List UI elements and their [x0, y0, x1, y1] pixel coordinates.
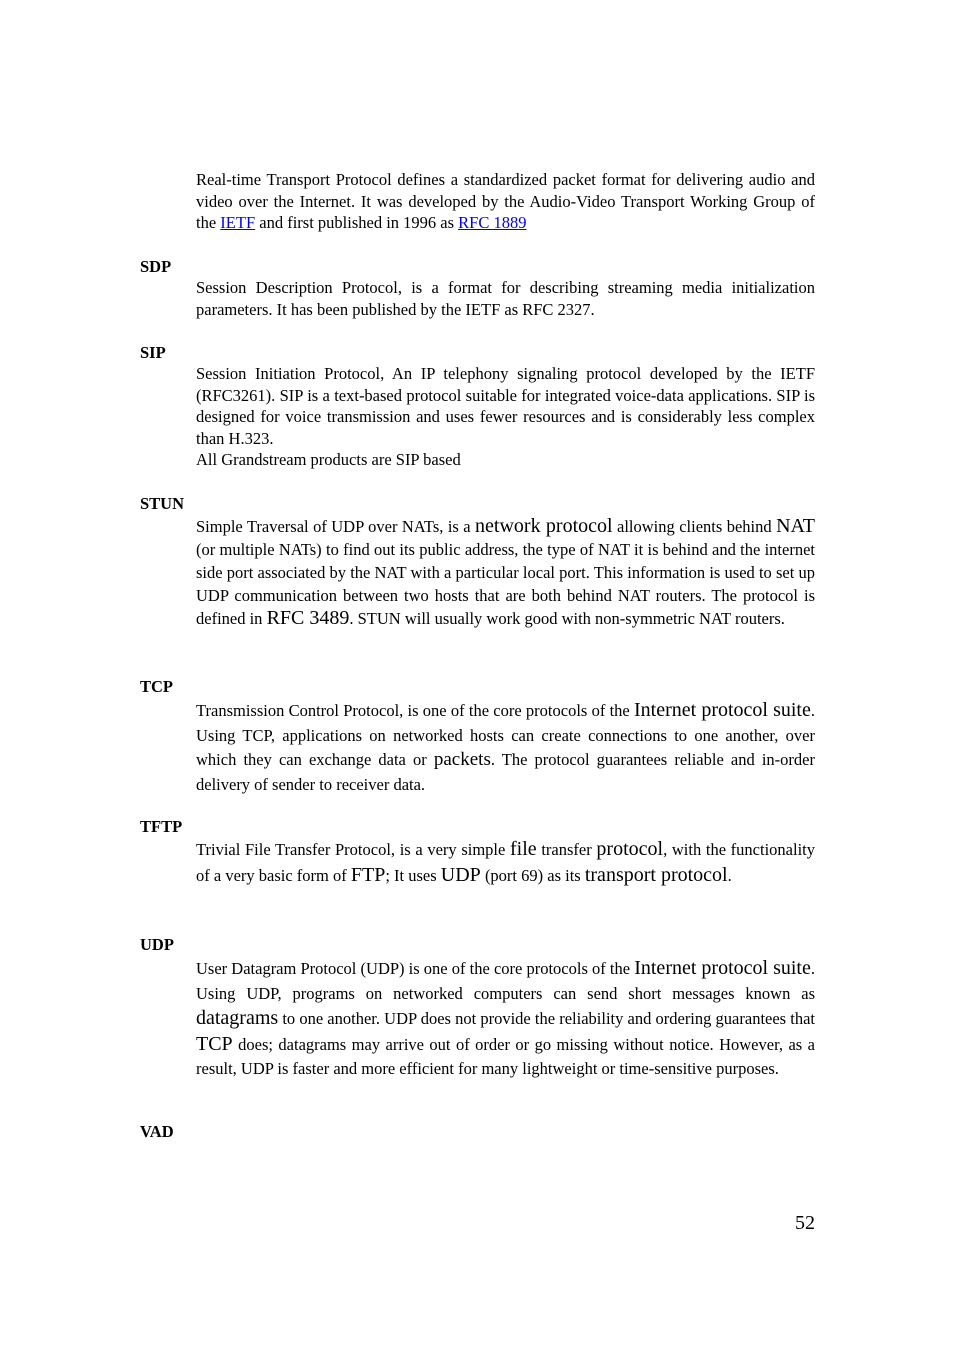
- term-stun: STUN: [140, 494, 185, 513]
- udp-text-2: . Using UDP, programs on networked computers can send short messages known as: [196, 959, 815, 1003]
- tftp-text-2: transfer: [536, 840, 597, 859]
- udp-definition: [196, 956, 815, 1082]
- stun-text-4: . STUN will usually work good with non-symmetric NAT routers.: [349, 609, 785, 628]
- stun-rfc3489: RFC 3489: [266, 607, 350, 629]
- udp-text-3: to one another. UDP does not provide the reliability and ordering guarantees that: [278, 1009, 815, 1029]
- tcp-internet-protocol-suite: Internet protocol suite: [634, 699, 811, 721]
- page-number: 52: [795, 1212, 815, 1234]
- rtp-text: Real-time Transport Protocol defines a standardized packet format for delivering audio and video over the Internet. It was developed by the Audio-Video Transport Working Group of the: [196, 170, 815, 233]
- tftp-text-1: Trivial File Transfer Protocol, is a very simple: [196, 840, 511, 859]
- tftp-udp: UDP: [440, 863, 481, 886]
- rtp-text-2: and first published in 1996 as: [255, 213, 459, 233]
- sip-definition: [196, 363, 815, 471]
- stun-network-protocol: network protocol: [475, 515, 613, 537]
- tftp-protocol: protocol: [596, 838, 664, 860]
- tftp-ftp: FTP: [350, 863, 386, 886]
- rtp-definition: [196, 169, 815, 234]
- ietf-link[interactable]: IETF: [220, 213, 256, 233]
- tftp-definition: [196, 837, 815, 888]
- term-sdp: SDP: [140, 257, 172, 276]
- term-sip: SIP: [140, 343, 166, 362]
- tcp-text-3: . The protocol guarantees reliable and in-order delivery of sender to receiver data.: [196, 750, 815, 794]
- tftp-file: file: [510, 838, 537, 860]
- udp-datagrams: datagrams: [196, 1007, 279, 1030]
- tcp-text-2: . Using TCP, applications on networked hosts can create connections to one another, over which they can exchange data or: [196, 701, 815, 770]
- udp-tcp: TCP: [196, 1032, 233, 1055]
- sip-text: Session Initiation Protocol, An IP telephony signaling protocol developed by the IETF (RFC3261). SIP is a text-based protocol suitable for integrated voice-data applications. SIP is designed for voice transmission and uses fewer resources and is considerably less complex than H.323.: [196, 364, 815, 448]
- tcp-text-1: Transmission Control Protocol, is one of the core protocols of the: [196, 701, 634, 720]
- stun-definition: [196, 515, 815, 630]
- stun-text-2: allowing clients behind: [612, 517, 777, 536]
- stun-text-1: Simple Traversal of UDP over NATs, is a: [196, 517, 476, 536]
- tcp-definition: [196, 698, 815, 797]
- term-udp: UDP: [140, 935, 174, 954]
- sip-note: All Grandstream products are SIP based: [196, 450, 461, 470]
- stun-text-3: (or multiple NATs) to find out its public address, the type of NAT it is behind and the internet side port associated by the NAT with a particular local port. This information is used to set up UDP communication between two hosts that are both behind NAT routers. The protocol is defined in: [196, 540, 815, 628]
- sdp-definition: Session Description Protocol, is a format for describing streaming media initialization parameters. It has been published by the IETF as RFC 2327.: [196, 278, 815, 319]
- udp-internet-protocol-suite: Internet protocol suite: [634, 957, 811, 979]
- rfc1889-link[interactable]: RFC 1889: [458, 213, 527, 233]
- udp-text-1: User Datagram Protocol (UDP) is one of the core protocols of the: [196, 959, 635, 978]
- term-tftp: TFTP: [140, 817, 183, 836]
- term-vad: VAD: [140, 1122, 174, 1141]
- tftp-text-5: (port 69) as its: [480, 865, 585, 885]
- term-tcp: TCP: [140, 677, 173, 696]
- tcp-packets: packets: [433, 749, 491, 771]
- udp-text-4: does; datagrams may arrive out of order or go missing without notice. However, as a result, UDP is faster and more efficient for many lightweight or time-sensitive purposes.: [196, 1034, 815, 1079]
- tftp-text-4: ; It uses: [385, 865, 441, 885]
- tftp-transport-protocol: transport protocol: [584, 863, 728, 886]
- tftp-text-6: .: [727, 865, 732, 885]
- stun-nat: NAT: [776, 515, 815, 537]
- tftp-text-3: , with the functionality of a very basic form of: [196, 840, 815, 885]
